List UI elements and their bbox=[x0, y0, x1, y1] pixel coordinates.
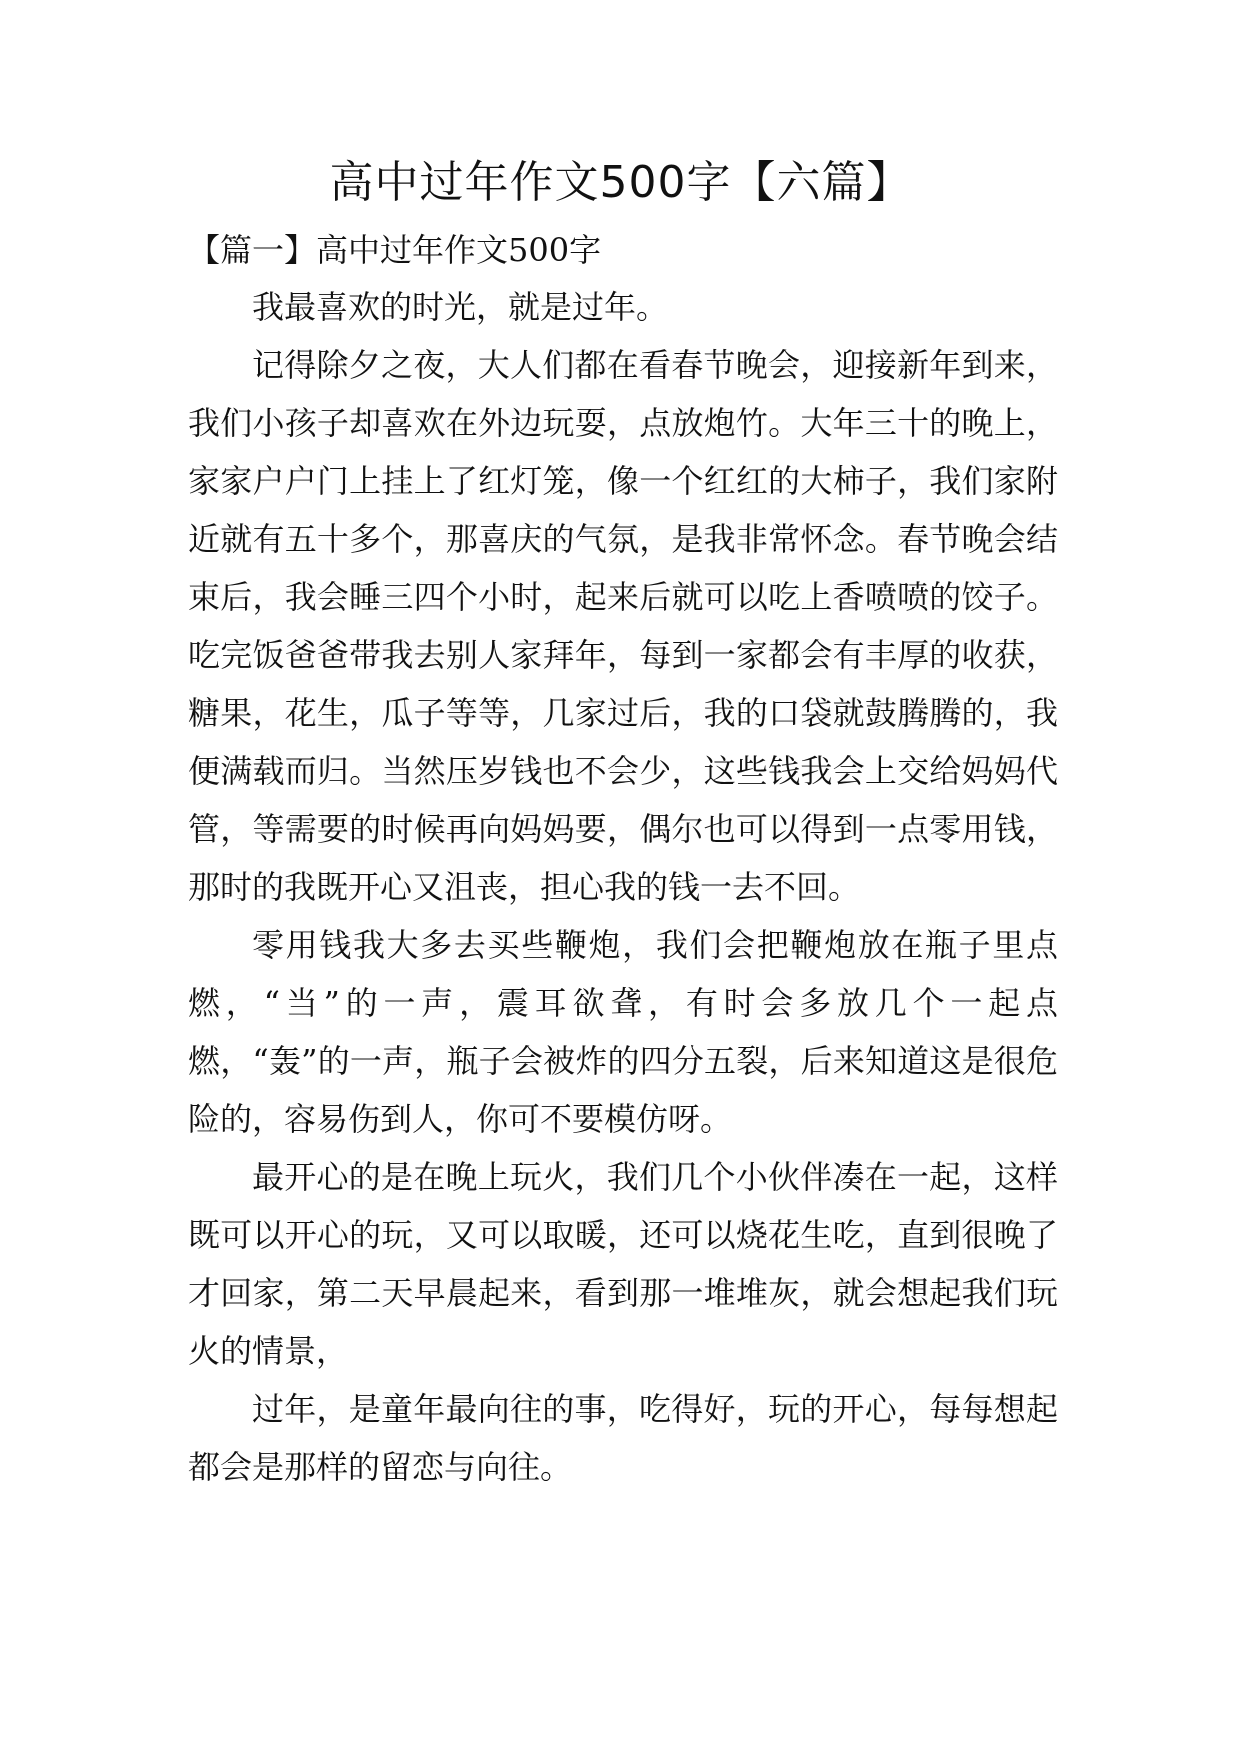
essay-body bbox=[188, 278, 1058, 1496]
document-title: 高中过年作文500字【六篇】 bbox=[329, 157, 912, 208]
paragraph: 零用钱我大多去买些鞭炮，我们会把鞭炮放在瓶子里点燃，“当”的一声，震耳欲聋，有时会多放几个一起点燃，“轰”的一声，瓶子会被炸的四分五裂，后来知道这是很危险的，容易伤到人，你可不要模仿呀。 bbox=[188, 926, 1058, 1138]
paragraph: 过年，是童年最向往的事，吃得好，玩的开心，每每想起都会是那样的留恋与向往。 bbox=[188, 1390, 1058, 1486]
section-heading: 【篇一】高中过年作文500字 bbox=[188, 231, 602, 269]
paragraph: 记得除夕之夜，大人们都在看春节晚会，迎接新年到来，我们小孩子却喜欢在外边玩耍，点放炮竹。大年三十的晚上，家家户户门上挂上了红灯笼，像一个红红的大柿子，我们家附近就有五十多个，那喜庆的气氛，是我非常怀念。春节晚会结束后，我会睡三四个小时，起来后就可以吃上香喷喷的饺子。吃完饭爸爸带我去别人家拜年，每到一家都会有丰厚的收获，糖果，花生，瓜子等等，几家过后，我的口袋就鼓腾腾的，我便满载而归。当然压岁钱也不会少，这些钱我会上交给妈妈代管，等需要的时候再向妈妈要，偶尔也可以得到一点零用钱，那时的我既开心又沮丧，担心我的钱一去不回。 bbox=[188, 346, 1058, 906]
paragraph: 我最喜欢的时光，就是过年。 bbox=[252, 288, 669, 326]
paragraph: 最开心的是在晚上玩火，我们几个小伙伴凑在一起，这样既可以开心的玩，又可以取暖，还可以烧花生吃，直到很晚了才回家，第二天早晨起来，看到那一堆堆灰，就会想起我们玩火的情景， bbox=[188, 1158, 1058, 1370]
